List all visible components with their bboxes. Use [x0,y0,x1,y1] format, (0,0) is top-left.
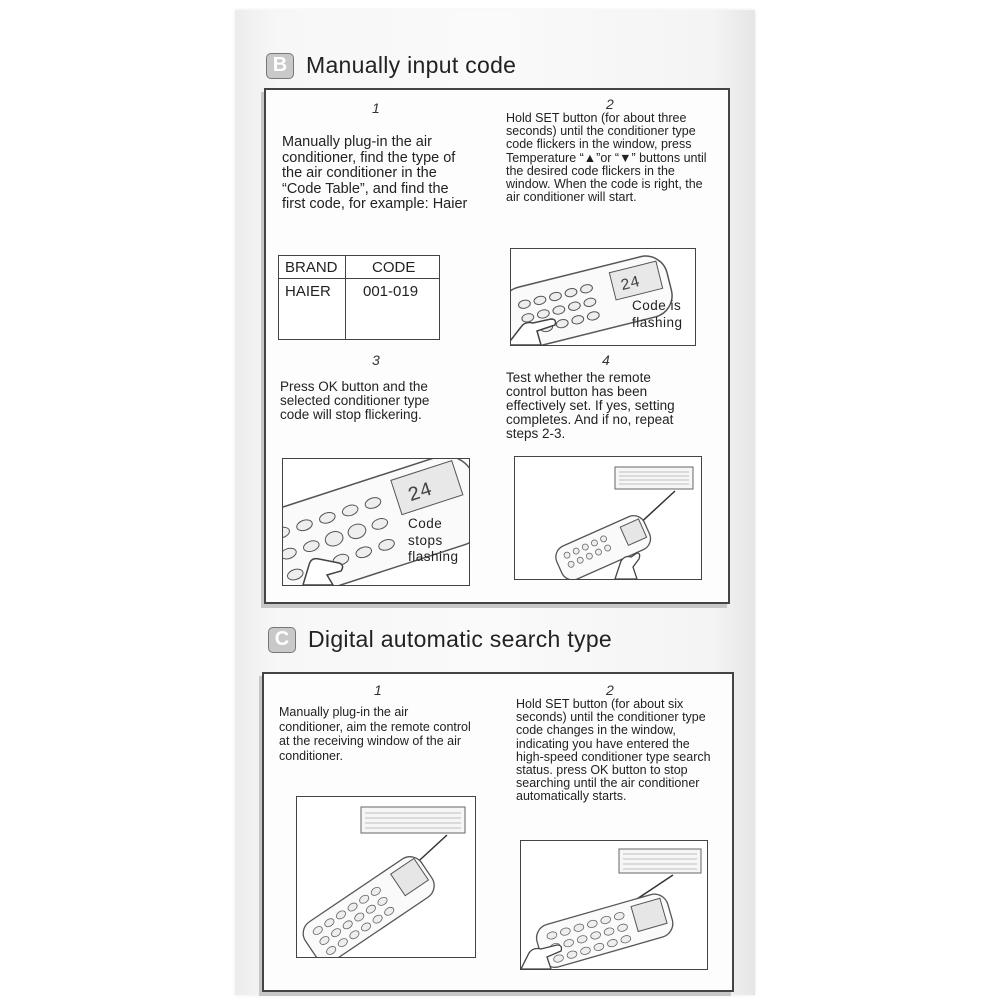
section-c-badge: C [268,627,296,653]
code-table [278,255,440,340]
section-b-badge: B [266,53,294,79]
code-table-brand-header: BRAND [285,259,338,276]
step-c1-text: Manually plug-in the air conditioner, aim the remote control at the receiving window of the air conditioner. [279,705,471,763]
step-c1-number: 1 [374,682,382,698]
step-b2-illustration [510,248,696,346]
air-conditioner-icon [361,807,465,833]
air-conditioner-icon [619,849,701,873]
remote-control-icon [552,512,654,579]
section-b-header [266,52,516,79]
step-c2-number: 2 [606,682,614,698]
section-c-header [268,626,612,653]
code-table-code-header: CODE [372,259,416,276]
step-b1-text: Manually plug-in the air conditioner, find the type of the air conditioner in the “Code Table”, and find the first code, for example: Haier [282,134,468,212]
step-c2-illustration [520,840,708,970]
step-b2-number: 2 [606,96,614,112]
step-b3-text: Press OK button and the selected conditioner type code will stop flickering. [280,379,430,422]
step-c2-text: Hold SET button (for about six seconds) until the conditioner type code changes in the window, indicating you have entered the high-speed conditioner type search status. press OK button to stop searching until the air conditioner automatically starts. [516,697,711,804]
svg-text:24: 24 [405,478,436,509]
svg-text:24: 24 [618,272,642,296]
remote-control-icon [533,891,676,969]
step-b3-number: 3 [372,352,380,368]
step-b2-callout: Code is flashing [632,298,683,330]
section-c-title: Digital automatic search type [308,626,613,652]
code-table-brand-value: HAIER [285,283,331,300]
code-table-code-value: 001-019 [363,283,419,300]
remote-control-icon [298,851,440,957]
step-b4-number: 4 [602,352,610,368]
air-conditioner-icon [615,467,693,489]
section-b-title: Manually input code [306,52,517,78]
step-c1-illustration [296,796,476,958]
step-b3-callout: Code stops flashing [408,516,459,564]
step-b4-text: Test whether the remote control button has been effectively set. If yes, setting completes. And if no, repeat steps 2-3. [506,370,675,441]
step-b1-number: 1 [372,100,380,116]
step-b4-illustration [514,456,702,580]
step-b2-text: Hold SET button (for about three seconds) until the conditioner type code flickers in the window, press Temperature “▲”or “▼” buttons until the desired code flickers in the window. When the code is right, the air conditioner will start. [506,111,707,205]
